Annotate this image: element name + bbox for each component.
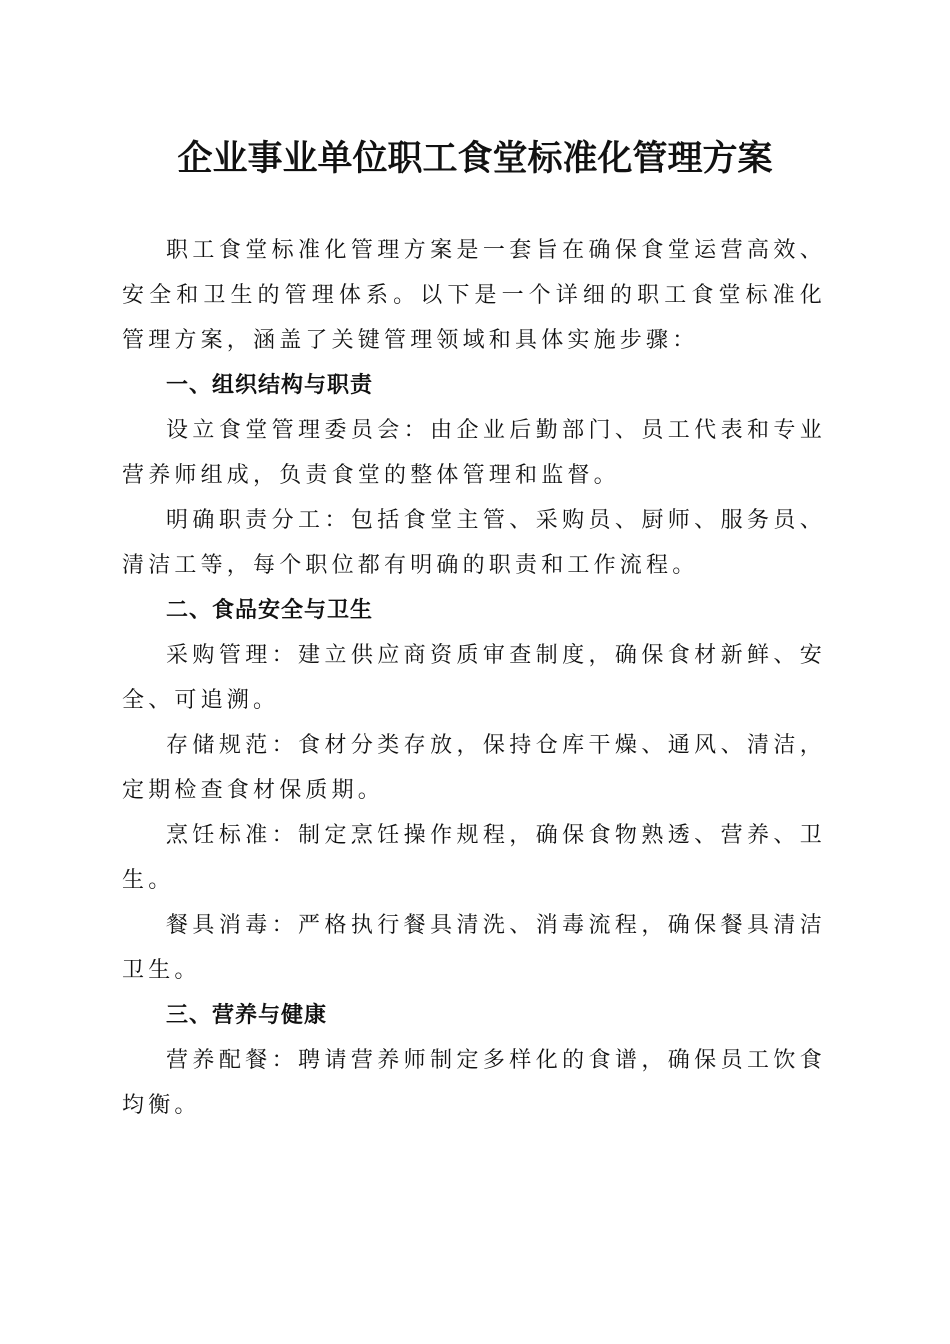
paragraph-nutrition-meals: 营养配餐：聘请营养师制定多样化的食谱，确保员工饮食均衡。 — [122, 1048, 826, 1118]
paragraph-responsibilities: 明确职责分工：包括食堂主管、采购员、厨师、服务员、清洁工等，每个职位都有明确的职责和工作流程。 — [122, 508, 826, 578]
section-heading-organization: 一、组织结构与职责 — [166, 373, 374, 398]
paragraph-storage: 存储规范：食材分类存放，保持仓库干燥、通风、清洁，定期检查食材保质期。 — [122, 733, 826, 803]
document-title: 企业事业单位职工食堂标准化管理方案 — [177, 138, 773, 179]
intro-paragraph: 职工食堂标准化管理方案是一套旨在确保食堂运营高效、安全和卫生的管理体系。以下是一个详细的职工食堂标准化管理方案，涵盖了关键管理领域和具体实施步骤： — [122, 238, 826, 353]
paragraph-committee: 设立食堂管理委员会：由企业后勤部门、员工代表和专业营养师组成，负责食堂的整体管理和监督。 — [122, 418, 826, 488]
paragraph-cooking: 烹饪标准：制定烹饪操作规程，确保食物熟透、营养、卫生。 — [122, 823, 826, 893]
paragraph-procurement: 采购管理：建立供应商资质审查制度，确保食材新鲜、安全、可追溯。 — [122, 643, 826, 713]
section-heading-food-safety: 二、食品安全与卫生 — [166, 598, 374, 623]
document-body — [122, 228, 826, 1128]
section-heading-nutrition: 三、营养与健康 — [166, 1003, 328, 1028]
paragraph-tableware: 餐具消毒：严格执行餐具清洗、消毒流程，确保餐具清洁卫生。 — [122, 913, 826, 983]
